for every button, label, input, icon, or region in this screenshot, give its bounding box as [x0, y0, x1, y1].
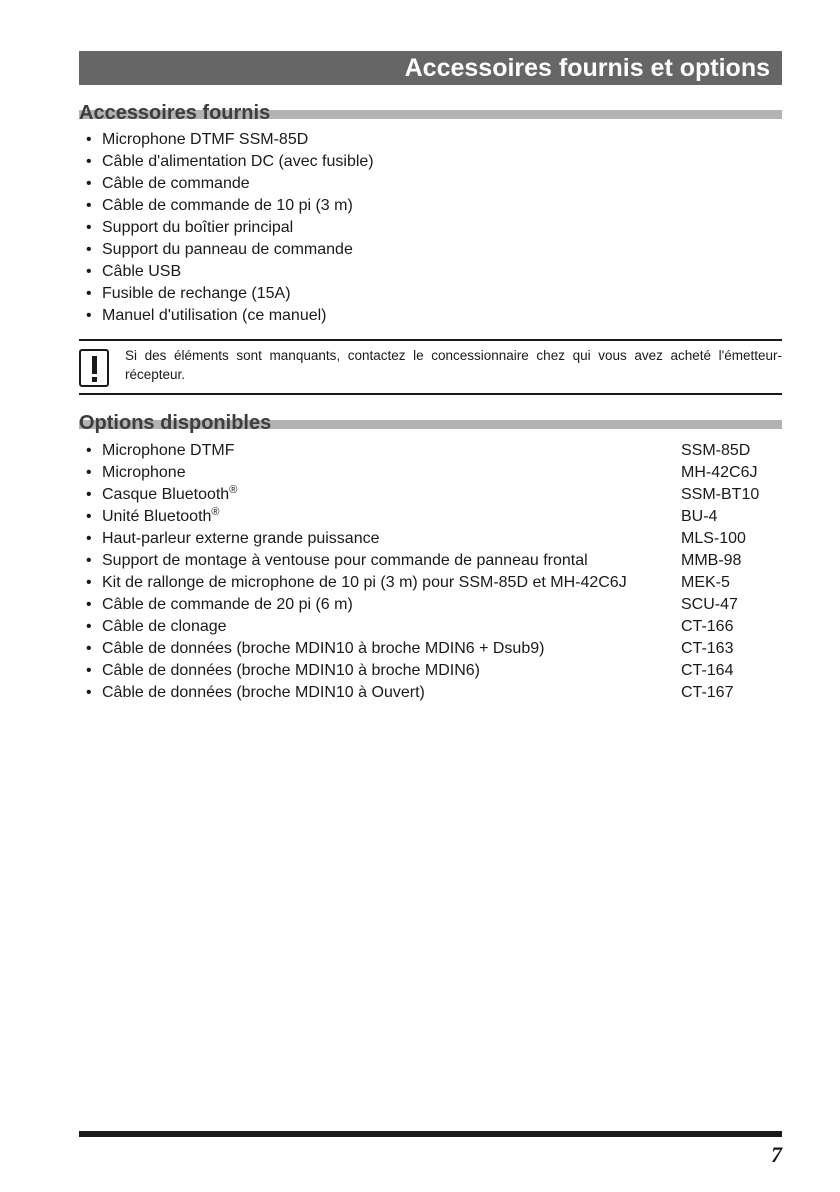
- bullet: •: [86, 285, 92, 302]
- registered-mark: ®: [211, 506, 220, 518]
- option-code: SSM-BT10: [681, 486, 760, 503]
- list-item: [86, 506, 786, 528]
- option-code: CT-167: [681, 684, 734, 701]
- item-label: Fusible de rechange (15A): [102, 285, 291, 302]
- bullet: •: [86, 618, 92, 635]
- option-name: Unité Bluetooth: [102, 508, 212, 525]
- option-code: SCU-47: [681, 596, 738, 613]
- notice-box: [79, 339, 782, 395]
- option-name: Câble de données (broche MDIN10 à broche MDIN6 + Dsub9): [102, 640, 545, 657]
- options-list: [86, 440, 786, 704]
- page-header: [79, 51, 782, 85]
- bullet: •: [86, 574, 92, 591]
- bullet: •: [86, 662, 92, 679]
- bullet: •: [86, 131, 92, 148]
- item-label: Câble USB: [102, 263, 182, 280]
- list-item: [86, 151, 786, 173]
- list-item: [86, 572, 786, 594]
- section-heading-options: [79, 411, 782, 435]
- option-code: CT-164: [681, 662, 734, 679]
- option-name: Kit de rallonge de microphone de 10 pi (3 m) pour SSM-85D et MH-42C6J: [102, 574, 627, 591]
- bullet: •: [86, 596, 92, 613]
- list-item: [86, 305, 786, 327]
- bullet: •: [86, 486, 92, 503]
- option-code: SSM-85D: [681, 442, 751, 459]
- list-item: [86, 283, 786, 305]
- list-item: [86, 484, 786, 506]
- item-label: Support du panneau de commande: [102, 241, 353, 258]
- option-name: Casque Bluetooth: [102, 486, 230, 503]
- option-code: MMB-98: [681, 552, 742, 569]
- list-item: [86, 195, 786, 217]
- option-name: Câble de données (broche MDIN10 à broche MDIN6): [102, 662, 480, 679]
- list-item: [86, 616, 786, 638]
- bullet: •: [86, 640, 92, 657]
- option-name: Microphone: [102, 464, 186, 481]
- item-label: Câble d'alimentation DC (avec fusible): [102, 153, 374, 170]
- option-code: MH-42C6J: [681, 464, 758, 481]
- bullet: •: [86, 508, 92, 525]
- option-name: Support de montage à ventouse pour commande de panneau frontal: [102, 552, 588, 569]
- option-code: BU-4: [681, 508, 718, 525]
- list-item: [86, 550, 786, 572]
- list-item: [86, 173, 786, 195]
- list-item: [86, 217, 786, 239]
- bullet: •: [86, 263, 92, 280]
- list-item: [86, 129, 786, 151]
- option-name: Câble de données (broche MDIN10 à Ouvert): [102, 684, 425, 701]
- option-name: Câble de clonage: [102, 618, 227, 635]
- option-code: CT-166: [681, 618, 734, 635]
- list-item: [86, 682, 786, 704]
- exclamation-icon: [79, 349, 109, 387]
- list-item: [86, 638, 786, 660]
- bullet: •: [86, 197, 92, 214]
- bullet: •: [86, 219, 92, 236]
- bullet: •: [86, 552, 92, 569]
- page-number: 7: [771, 1142, 782, 1167]
- footer-rule: [79, 1131, 782, 1137]
- item-label: Support du boîtier principal: [102, 219, 294, 236]
- list-item: [86, 261, 786, 283]
- list-item: [86, 239, 786, 261]
- item-label: Manuel d'utilisation (ce manuel): [102, 307, 327, 324]
- list-item: [86, 660, 786, 682]
- bullet: •: [86, 530, 92, 547]
- section-heading-supplied: [79, 101, 782, 125]
- item-label: Câble de commande: [102, 175, 250, 192]
- option-code: MEK-5: [681, 574, 730, 591]
- list-item: [86, 462, 786, 484]
- bullet: •: [86, 241, 92, 258]
- item-label: Microphone DTMF SSM-85D: [102, 131, 309, 148]
- notice-text: Si des éléments sont manquants, contactez le concessionnaire chez qui vous avez acheté l'émetteur-récepteur.: [125, 348, 782, 382]
- option-code: CT-163: [681, 640, 734, 657]
- option-code: MLS-100: [681, 530, 746, 547]
- list-item: [86, 594, 786, 616]
- list-item: [86, 528, 786, 550]
- bullet: •: [86, 442, 92, 459]
- option-name: Câble de commande de 20 pi (6 m): [102, 596, 353, 613]
- bullet: •: [86, 464, 92, 481]
- list-item: [86, 440, 786, 462]
- option-name: Microphone DTMF: [102, 442, 235, 459]
- supplied-accessories-list: [86, 129, 786, 327]
- page-title: Accessoires fournis et options: [404, 54, 770, 82]
- bullet: •: [86, 175, 92, 192]
- section-title: Options disponibles: [79, 412, 272, 434]
- section-title: Accessoires fournis: [79, 102, 271, 124]
- bullet: •: [86, 307, 92, 324]
- item-label: Câble de commande de 10 pi (3 m): [102, 197, 353, 214]
- bullet: •: [86, 153, 92, 170]
- option-name: Haut-parleur externe grande puissance: [102, 530, 380, 547]
- bullet: •: [86, 684, 92, 701]
- registered-mark: ®: [229, 484, 238, 496]
